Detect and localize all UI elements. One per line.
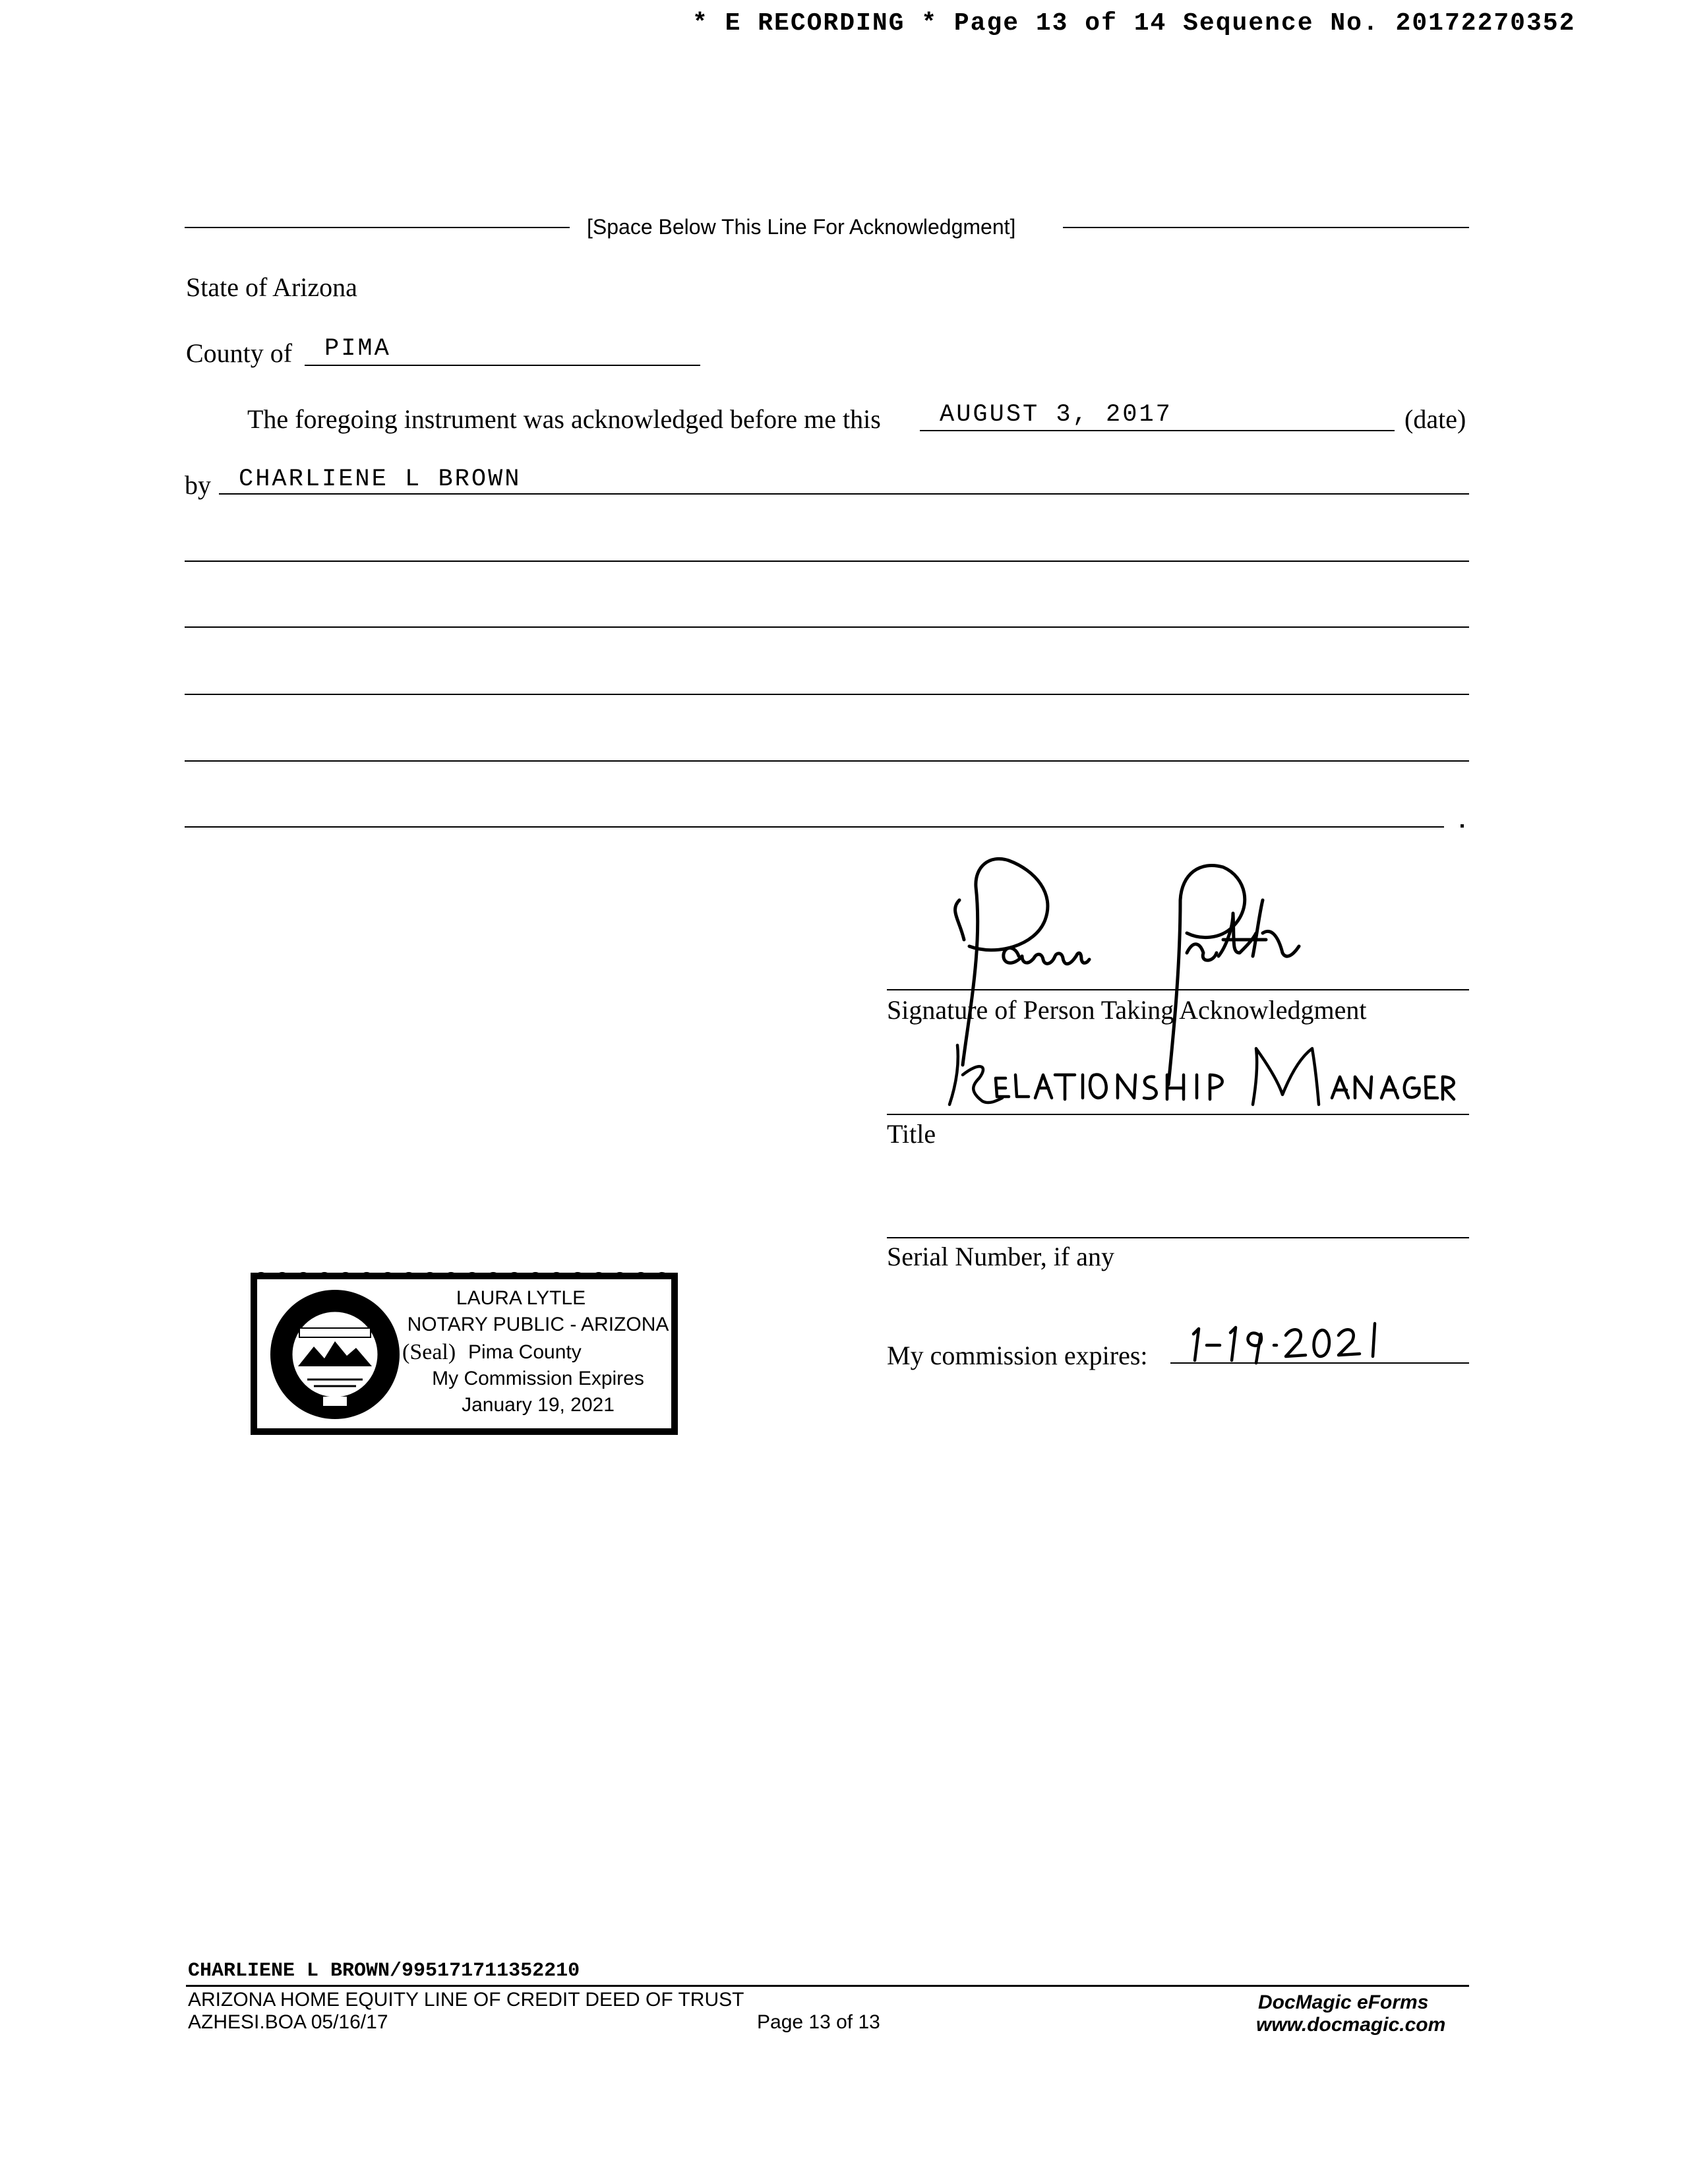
- footer-doc-title: ARIZONA HOME EQUITY LINE OF CREDIT DEED OF TRUST: [188, 1989, 744, 2011]
- notary-name: LAURA LYTLE: [456, 1287, 586, 1309]
- seal-label: (Seal): [402, 1340, 456, 1364]
- by-underline: [219, 493, 1469, 495]
- footer-website: www.docmagic.com: [1256, 2014, 1446, 2036]
- by-label: by: [185, 470, 211, 500]
- signature-label: Signature of Person Taking Acknowledgment: [887, 995, 1367, 1025]
- title-label: Title: [887, 1119, 936, 1149]
- commission-label: My commission expires:: [887, 1341, 1148, 1370]
- date-suffix: (date): [1404, 404, 1466, 434]
- divider-line-left: [185, 227, 570, 228]
- footer-rule: [186, 1985, 1469, 1987]
- footer-loan-line: CHARLIENE L BROWN/995171711352210: [188, 1960, 580, 1982]
- footer-form-code: AZHESI.BOA 05/16/17: [188, 2011, 388, 2033]
- county-value: PIMA: [324, 335, 391, 363]
- blank-line-2: [185, 626, 1469, 628]
- date-underline: [920, 430, 1395, 431]
- notary-stamp: [251, 1273, 678, 1435]
- county-label: County of: [186, 338, 293, 368]
- blank-line-5: [185, 826, 1444, 828]
- commission-expires-date: January 19, 2021: [462, 1394, 615, 1416]
- blank-line-1: [185, 561, 1469, 562]
- serial-line: [887, 1237, 1469, 1238]
- divider-line-right: [1063, 227, 1469, 228]
- acknowledgment-text: The foregoing instrument was acknowledged before me this: [247, 404, 881, 434]
- handwritten-title: [943, 1039, 1457, 1118]
- notary-role: NOTARY PUBLIC - ARIZONA: [407, 1314, 669, 1335]
- blank-line-3: [185, 694, 1469, 695]
- commission-line: [1170, 1362, 1469, 1364]
- footer-brand: DocMagic eForms: [1258, 1991, 1429, 2013]
- blank-line-4: [185, 760, 1469, 762]
- arizona-state-seal-icon: [268, 1287, 402, 1422]
- stamp-scallop-border: [251, 1265, 678, 1279]
- period-dot: [1461, 824, 1464, 828]
- signature-line: [887, 989, 1469, 990]
- notary-county: Pima County: [468, 1341, 582, 1363]
- recording-header: * E RECORDING * Page 13 of 14 Sequence No. 20172270352: [692, 9, 1576, 38]
- acknowledgment-date: AUGUST 3, 2017: [940, 401, 1172, 429]
- acknowledgment-divider-text: [Space Below This Line For Acknowledgment]: [587, 215, 1016, 239]
- county-underline: [305, 365, 700, 366]
- handwritten-commission-date: [1180, 1316, 1378, 1368]
- acknowledger-name: CHARLIENE L BROWN: [239, 466, 522, 493]
- commission-expires-label: My Commission Expires: [432, 1368, 644, 1389]
- footer-page-number: Page 13 of 13: [757, 2011, 880, 2033]
- state-line: State of Arizona: [186, 272, 357, 302]
- title-line: [887, 1114, 1469, 1115]
- serial-label: Serial Number, if any: [887, 1242, 1114, 1271]
